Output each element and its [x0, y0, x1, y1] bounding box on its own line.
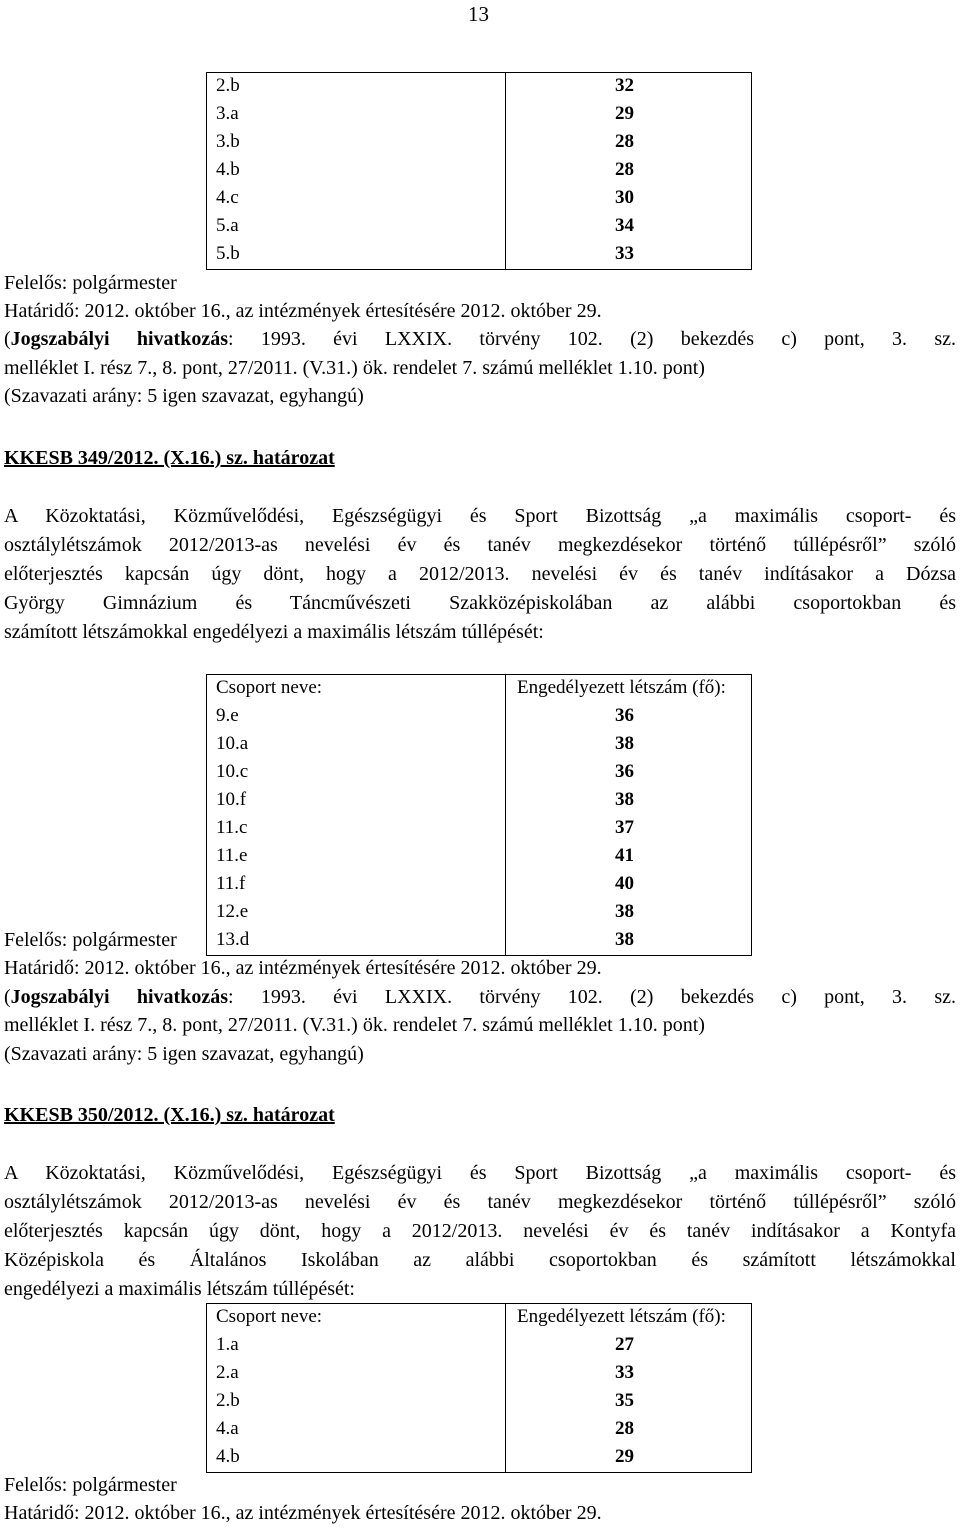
- table-row: [207, 871, 751, 899]
- student-count: 28: [615, 131, 634, 152]
- student-count: 33: [615, 1362, 634, 1383]
- student-count: 29: [615, 103, 634, 124]
- group-name: 3.a: [216, 103, 239, 124]
- student-count: 34: [615, 215, 634, 236]
- legal-open-paren: (: [4, 986, 11, 1008]
- deadline-line: Határidő: 2012. október 16., az intézmények értesítésére 2012. október 29.: [4, 957, 602, 979]
- paragraph-line: számított létszámokkal engedélyezi a maximális létszám túllépését:: [4, 621, 544, 643]
- paragraph-line: A Közoktatási, Közművelődési, Egészségügyi és Sport Bizottság „a maximális csoport- és: [4, 1162, 956, 1184]
- table-body: [207, 703, 751, 955]
- table-row: [207, 759, 751, 787]
- student-count: 38: [615, 901, 634, 922]
- responsible-line: Felelős: polgármester: [4, 272, 177, 294]
- legal-reference-line-2: melléklet I. rész 7., 8. pont, 27/2011. (V.31.) ök. rendelet 7. számú melléklet 1.10. pont): [4, 357, 705, 379]
- student-count: 28: [615, 159, 634, 180]
- group-name: 1.a: [216, 1334, 239, 1355]
- group-name: 10.f: [216, 789, 247, 810]
- legal-rest: : 1993. évi LXXIX. törvény 102. (2) bekezdés c) pont, 3. sz.: [228, 328, 956, 350]
- student-count: 36: [615, 705, 634, 726]
- group-name: 10.c: [216, 761, 249, 782]
- responsible-line: Felelős: polgármester: [4, 1474, 177, 1496]
- header-count: Engedélyezett létszám (fő):: [517, 1306, 726, 1327]
- student-count: 33: [615, 243, 634, 264]
- header-group: Csoport neve:: [216, 1306, 323, 1327]
- table-row: [207, 1416, 751, 1444]
- table-header-row: [207, 675, 751, 703]
- table-row: [207, 731, 751, 759]
- vote-line: (Szavazati arány: 5 igen szavazat, egyhangú): [4, 385, 364, 407]
- group-name: 2.a: [216, 1362, 239, 1383]
- group-name: 5.a: [216, 215, 239, 236]
- legal-reference-line-1: [4, 985, 956, 1009]
- decision-heading-text: KKESB 349/2012. (X.16.) sz. határozat: [4, 447, 335, 469]
- student-count: 40: [615, 873, 634, 894]
- header-group: Csoport neve:: [216, 677, 323, 698]
- student-count: 32: [615, 75, 634, 96]
- student-count: 28: [615, 1418, 634, 1439]
- table-row: [207, 241, 751, 269]
- legal-reference-line-2: melléklet I. rész 7., 8. pont, 27/2011. (V.31.) ök. rendelet 7. számú melléklet 1.10. pont): [4, 1014, 705, 1036]
- group-name: 4.c: [216, 187, 239, 208]
- student-count: 38: [615, 733, 634, 754]
- decision-heading-text: KKESB 350/2012. (X.16.) sz. határozat: [4, 1104, 335, 1126]
- student-count: 27: [615, 1334, 634, 1355]
- group-name: 5.b: [216, 243, 240, 264]
- legal-reference-line-1: [4, 327, 956, 351]
- student-count: 36: [615, 761, 634, 782]
- student-count: 38: [615, 789, 634, 810]
- group-name: 3.b: [216, 131, 240, 152]
- class-count-table-3: [206, 1303, 752, 1473]
- table-row: [207, 1444, 751, 1472]
- decision-heading: [4, 1103, 335, 1127]
- paragraph-line: Középiskola és Általános Iskolában az alábbi csoportokban és számított létszámokkal: [4, 1249, 956, 1271]
- legal-rest: : 1993. évi LXXIX. törvény 102. (2) bekezdés c) pont, 3. sz.: [228, 986, 956, 1008]
- group-name: 13.d: [216, 929, 250, 950]
- table-body: [207, 73, 751, 269]
- group-name: 4.a: [216, 1418, 239, 1439]
- header-count: Engedélyezett létszám (fő):: [517, 677, 726, 698]
- paragraph-line: előterjesztés kapcsán úgy dönt, hogy a 2012/2013. nevelési év és tanév indításakor a Dózsa: [4, 563, 956, 585]
- paragraph-line: György Gimnázium és Táncművészeti Szakközépiskolában az alábbi csoportokban és: [4, 592, 956, 614]
- table-row: [207, 1360, 751, 1388]
- group-name: 2.b: [216, 75, 240, 96]
- table-row: [207, 129, 751, 157]
- table-row: [207, 1388, 751, 1416]
- table-body: [207, 1332, 751, 1472]
- group-name: 4.b: [216, 1446, 240, 1467]
- group-name: 11.c: [216, 817, 248, 838]
- table-row: [207, 1332, 751, 1360]
- paragraph-line: előterjesztés kapcsán úgy dönt, hogy a 2012/2013. nevelési év és tanév indításakor a Kontyfa: [4, 1220, 956, 1242]
- table-header-row: [207, 1304, 751, 1332]
- student-count: 35: [615, 1390, 634, 1411]
- vote-line: (Szavazati arány: 5 igen szavazat, egyhangú): [4, 1043, 364, 1065]
- table-row: [207, 185, 751, 213]
- table-row: [207, 101, 751, 129]
- paragraph-line: osztálylétszámok 2012/2013-as nevelési év és tanév megkezdésekor történő túllépésről” szóló: [4, 1191, 956, 1213]
- decision-heading: [4, 446, 335, 470]
- student-count: 29: [615, 1446, 634, 1467]
- student-count: 41: [615, 845, 634, 866]
- deadline-line: Határidő: 2012. október 16., az intézmények értesítésére 2012. október 29.: [4, 300, 602, 322]
- group-name: 2.b: [216, 1390, 240, 1411]
- group-name: 10.a: [216, 733, 249, 754]
- paragraph-line: osztálylétszámok 2012/2013-as nevelési év és tanév megkezdésekor történő túllépésről” szóló: [4, 534, 956, 556]
- legal-label: Jogszabályi hivatkozás: [10, 328, 228, 350]
- legal-label: Jogszabályi hivatkozás: [10, 986, 228, 1008]
- table-row: [207, 787, 751, 815]
- group-name: 11.f: [216, 873, 246, 894]
- student-count: 38: [615, 929, 634, 950]
- group-name: 12.e: [216, 901, 249, 922]
- legal-open-paren: (: [4, 328, 11, 350]
- table-row: [207, 157, 751, 185]
- class-count-table-2: [206, 674, 752, 956]
- page-number: 13: [468, 2, 489, 26]
- table-row: [207, 899, 751, 927]
- paragraph-line: engedélyezi a maximális létszám túllépését:: [4, 1278, 355, 1300]
- deadline-line: Határidő: 2012. október 16., az intézmények értesítésére 2012. október 29.: [4, 1502, 602, 1524]
- group-name: 4.b: [216, 159, 240, 180]
- group-name: 9.e: [216, 705, 239, 726]
- table-row: [207, 843, 751, 871]
- class-count-table-1: [206, 72, 752, 270]
- responsible-line: Felelős: polgármester: [4, 929, 177, 951]
- table-row: [207, 73, 751, 101]
- student-count: 30: [615, 187, 634, 208]
- paragraph-line: A Közoktatási, Közművelődési, Egészségügyi és Sport Bizottság „a maximális csoport- és: [4, 505, 956, 527]
- table-row: [207, 815, 751, 843]
- table-row: [207, 703, 751, 731]
- student-count: 37: [615, 817, 634, 838]
- table-row: [207, 213, 751, 241]
- group-name: 11.e: [216, 845, 248, 866]
